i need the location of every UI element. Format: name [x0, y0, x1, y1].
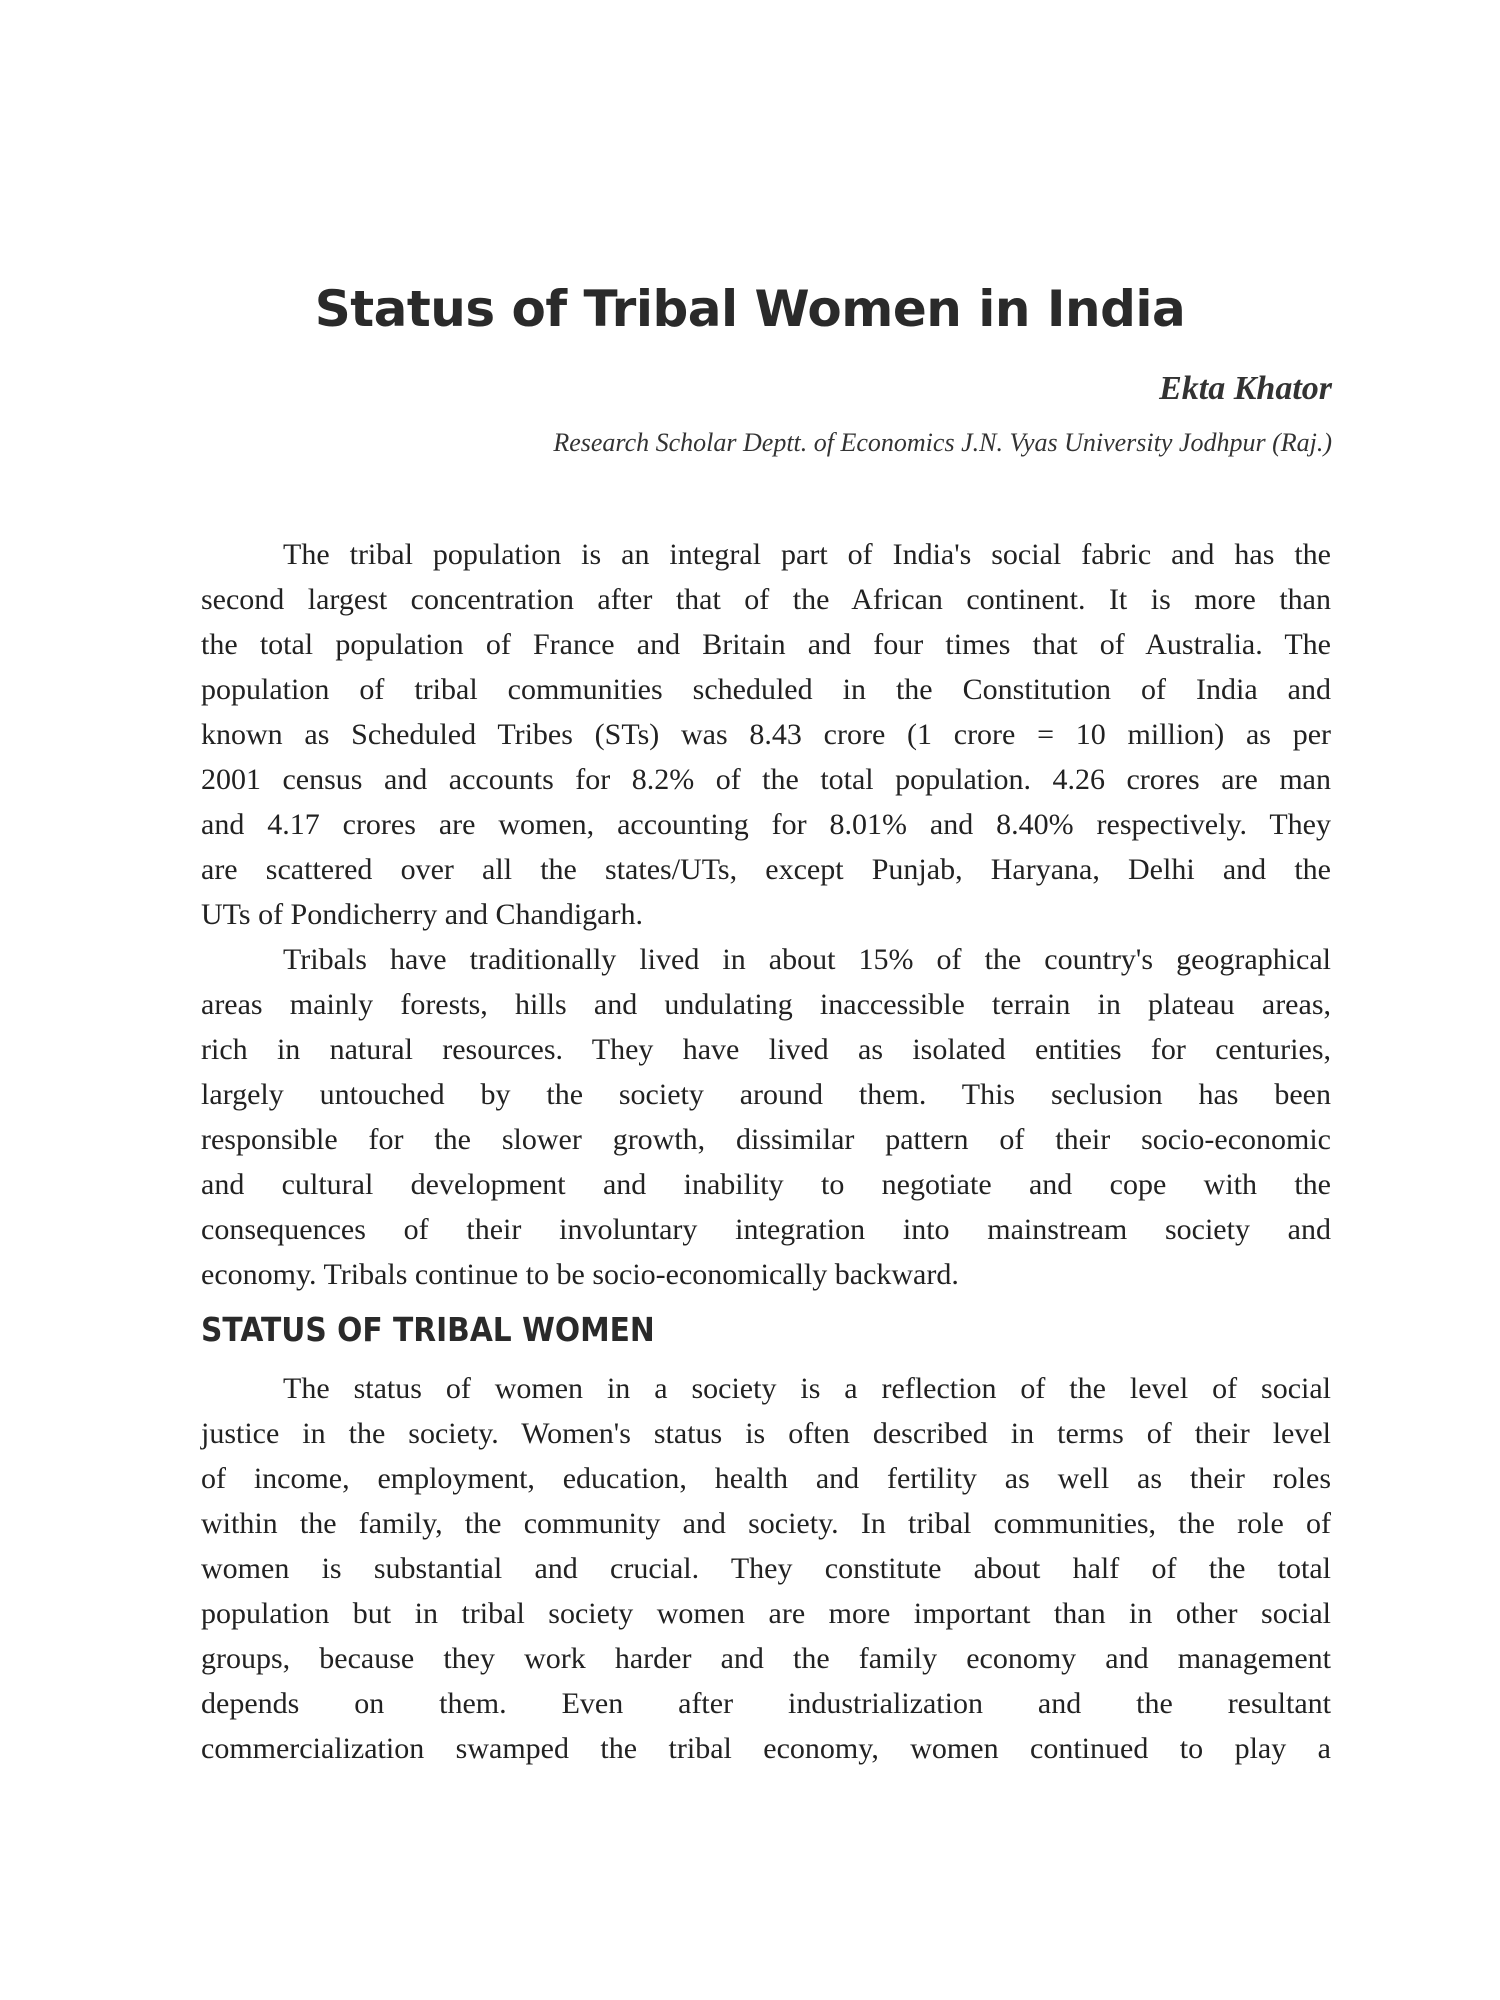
text-line: economy. Tribals continue to be socio-economically backward. — [201, 1258, 959, 1291]
text-line: and cultural development and inability to negotiate and cope with the — [201, 1168, 1331, 1201]
text-line: groups, because they work harder and the family economy and management — [201, 1642, 1331, 1675]
text-line: rich in natural resources. They have lived as isolated entities for centuries, — [201, 1033, 1331, 1066]
paragraph-1 — [201, 532, 1331, 937]
text-line: largely untouched by the society around them. This seclusion has been — [201, 1078, 1331, 1111]
text-line: population but in tribal society women are more important than in other social — [201, 1597, 1331, 1630]
text-line: Tribals have traditionally lived in about 15% of the country's geographical — [283, 943, 1331, 976]
paragraph-2 — [201, 937, 1331, 1297]
author-name: Ekta Khator — [1159, 370, 1332, 407]
text-line: The tribal population is an integral part of India's social fabric and has the — [283, 538, 1331, 571]
text-line: within the family, the community and society. In tribal communities, the role of — [201, 1507, 1331, 1540]
section-paragraph — [201, 1366, 1331, 1771]
text-line: depends on them. Even after industrialization and the resultant — [201, 1687, 1331, 1720]
text-line: The status of women in a society is a reflection of the level of social — [283, 1372, 1331, 1405]
text-line: justice in the society. Women's status is often described in terms of their level — [201, 1417, 1331, 1450]
text-line: commercialization swamped the tribal economy, women continued to play a — [201, 1732, 1331, 1765]
text-line: the total population of France and Britain and four times that of Australia. The — [201, 628, 1331, 661]
article-title: Status of Tribal Women in India — [314, 280, 1186, 338]
text-line: consequences of their involuntary integration into mainstream society and — [201, 1213, 1331, 1246]
text-line: 2001 census and accounts for 8.2% of the total population. 4.26 crores are man — [201, 763, 1331, 796]
text-line: and 4.17 crores are women, accounting for 8.01% and 8.40% respectively. They — [201, 808, 1331, 841]
text-line: UTs of Pondicherry and Chandigarh. — [201, 898, 643, 931]
author-affiliation: Research Scholar Deptt. of Economics J.N. Vyas University Jodhpur (Raj.) — [553, 428, 1332, 457]
intro-text — [201, 532, 1331, 1297]
text-line: known as Scheduled Tribes (STs) was 8.43 crore (1 crore = 10 million) as per — [201, 718, 1331, 751]
section-heading: STATUS OF TRIBAL WOMEN — [201, 1310, 655, 1349]
text-line: second largest concentration after that of the African continent. It is more than — [201, 583, 1331, 616]
text-line: areas mainly forests, hills and undulating inaccessible terrain in plateau areas, — [201, 988, 1331, 1021]
text-line: population of tribal communities scheduled in the Constitution of India and — [201, 673, 1331, 706]
text-line: women is substantial and crucial. They constitute about half of the total — [201, 1552, 1331, 1585]
text-line: of income, employment, education, health and fertility as well as their roles — [201, 1462, 1331, 1495]
text-line: are scattered over all the states/UTs, except Punjab, Haryana, Delhi and the — [201, 853, 1331, 886]
text-line: responsible for the slower growth, dissimilar pattern of their socio-economic — [201, 1123, 1331, 1156]
